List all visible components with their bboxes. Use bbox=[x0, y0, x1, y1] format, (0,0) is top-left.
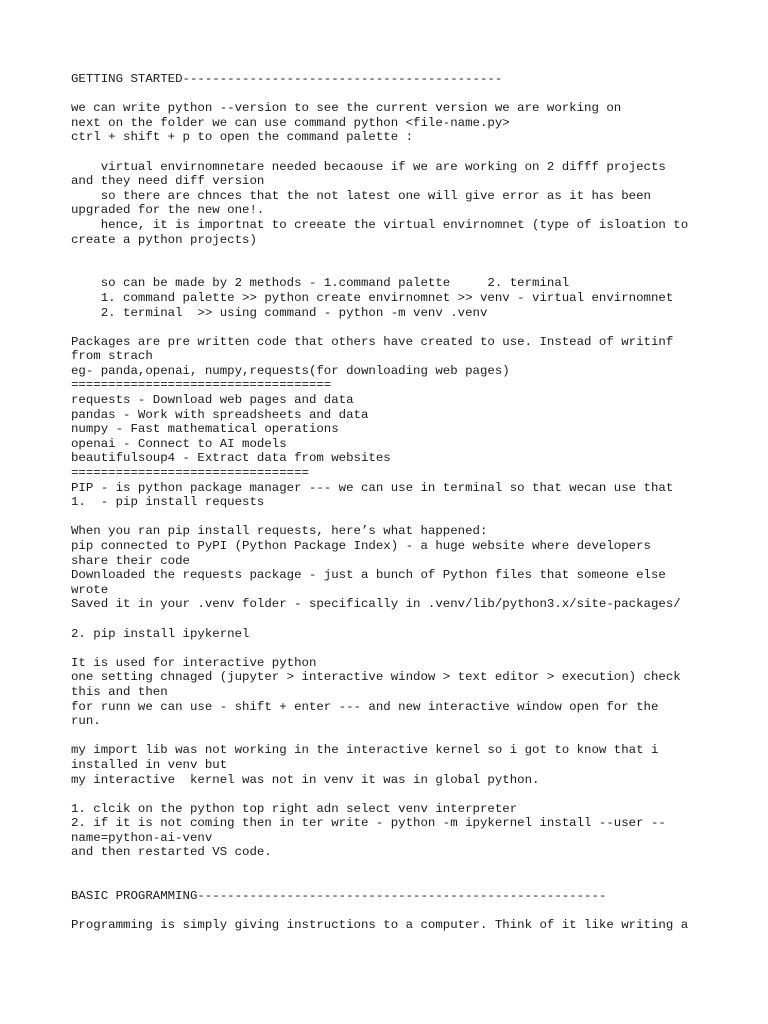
text-line: GETTING STARTED------------------------------------------- bbox=[71, 72, 503, 86]
text-line: run. bbox=[71, 714, 101, 729]
text-line bbox=[71, 729, 731, 744]
text-line bbox=[71, 145, 731, 160]
text-line bbox=[71, 262, 731, 277]
text-line bbox=[71, 320, 731, 335]
text-line: installed in venv but bbox=[71, 757, 228, 772]
text-line: 1. clcik on the python top right adn select venv interpreter bbox=[71, 801, 518, 816]
text-line: virtual envirnomnetare needed becaouse if we are working on 2 difff projects bbox=[71, 159, 666, 174]
text-line: 2. if it is not coming then in ter write - python -m ipykernel install --user -- bbox=[71, 816, 666, 831]
text-line: name=python-ai-venv bbox=[71, 830, 213, 845]
text-line: Packages are pre written code that others have created to use. Instead of writinf bbox=[71, 334, 674, 349]
text-line: 2. pip install ipykernel bbox=[71, 626, 250, 641]
text-line: eg- panda,openai, numpy,requests(for downloading web pages) bbox=[71, 363, 510, 378]
text-line: 2. terminal >> using command - python -m venv .venv bbox=[71, 305, 488, 320]
text-line: =================================== bbox=[71, 378, 332, 393]
text-line: pandas - Work with spreadsheets and data bbox=[71, 407, 369, 422]
text-line: this and then bbox=[71, 684, 168, 699]
text-line: and then restarted VS code. bbox=[71, 845, 272, 860]
text-line bbox=[71, 247, 731, 262]
text-line bbox=[71, 860, 731, 875]
text-line: ctrl + shift + p to open the command palette : bbox=[71, 130, 414, 145]
text-line: upgraded for the new one!. bbox=[71, 203, 265, 218]
text-line: and they need diff version bbox=[71, 174, 265, 189]
text-line: hence, it is importnat to creeate the virtual envirnomnet (type of isloation to bbox=[71, 217, 689, 232]
text-line: PIP - is python package manager --- we can use in terminal so that wecan use that bbox=[71, 480, 674, 495]
text-line: wrote bbox=[71, 582, 109, 597]
text-line: It is used for interactive python bbox=[71, 655, 317, 670]
text-line: we can write python --version to see the current version we are working on bbox=[71, 101, 622, 116]
document-body bbox=[71, 72, 731, 933]
text-line: 1. - pip install requests bbox=[71, 495, 265, 510]
text-line: openai - Connect to AI models bbox=[71, 436, 287, 451]
text-line: for runn we can use - shift + enter --- and new interactive window open for the bbox=[71, 699, 659, 714]
text-line: share their code bbox=[71, 553, 190, 568]
text-line: When you ran pip install requests, here’s what happened: bbox=[71, 524, 488, 539]
text-line bbox=[71, 510, 731, 525]
text-line bbox=[71, 875, 731, 890]
text-line bbox=[71, 87, 731, 102]
text-line: create a python projects) bbox=[71, 232, 257, 247]
text-line: so there are chnces that the not latest one will give error as it has been bbox=[71, 188, 651, 203]
text-line: numpy - Fast mathematical operations bbox=[71, 422, 339, 437]
text-line bbox=[71, 787, 731, 802]
text-line: Saved it in your .venv folder - specifically in .venv/lib/python3.x/site-packages/ bbox=[71, 597, 681, 612]
text-line: BASIC PROGRAMMING------------------------------------------------------- bbox=[71, 889, 607, 904]
text-line bbox=[71, 641, 731, 656]
text-line bbox=[71, 904, 731, 919]
text-line: my interactive kernel was not in venv it was in global python. bbox=[71, 772, 540, 787]
text-line: next on the folder we can use command python <file-name.py> bbox=[71, 115, 510, 130]
text-line: ================================ bbox=[71, 466, 309, 481]
text-line: so can be made by 2 methods - 1.command palette 2. terminal bbox=[71, 276, 570, 291]
text-line: requests - Download web pages and data bbox=[71, 393, 354, 408]
text-line: one setting chnaged (jupyter > interactive window > text editor > execution) check bbox=[71, 670, 681, 685]
text-line: Downloaded the requests package - just a bunch of Python files that someone else bbox=[71, 568, 666, 583]
text-line: Programming is simply giving instructions to a computer. Think of it like writing a bbox=[71, 918, 689, 933]
text-line bbox=[71, 612, 731, 627]
text-line: from strach bbox=[71, 349, 153, 364]
text-line: my import lib was not working in the interactive kernel so i got to know that i bbox=[71, 743, 659, 758]
text-line: 1. command palette >> python create envirnomnet >> venv - virtual envirnomnet bbox=[71, 290, 674, 305]
text-line: beautifulsoup4 - Extract data from websites bbox=[71, 451, 391, 466]
text-line: pip connected to PyPI (Python Package Index) - a huge website where developers bbox=[71, 539, 651, 553]
